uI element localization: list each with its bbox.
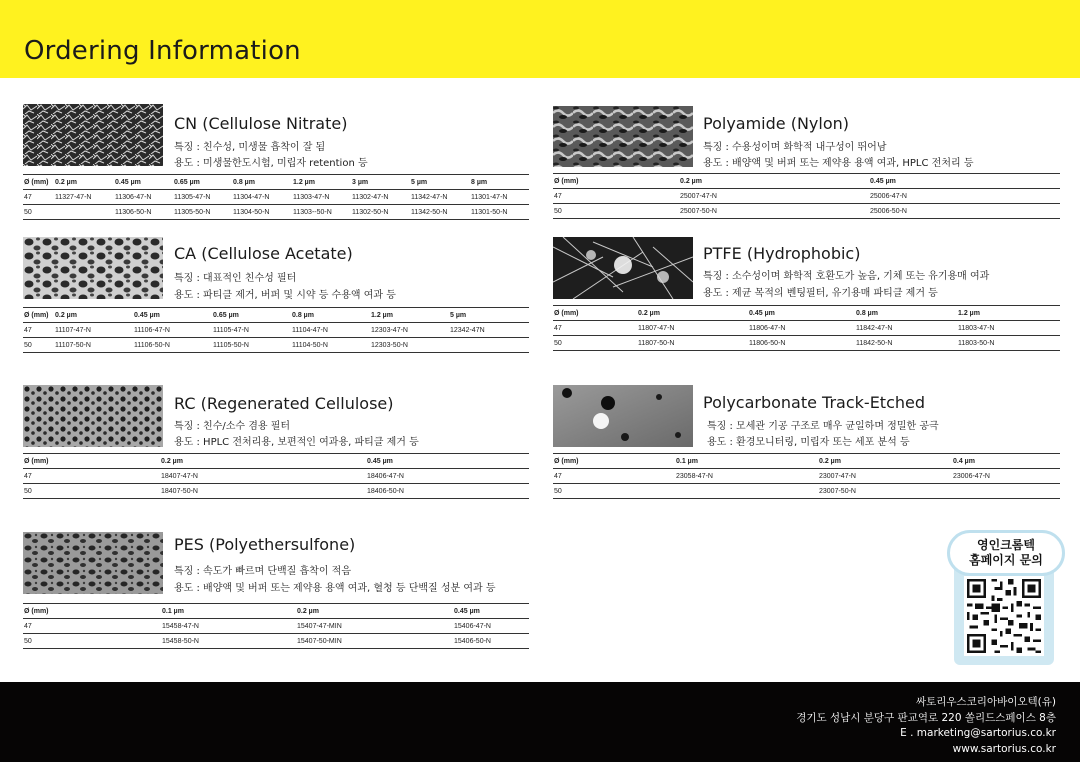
table-header-cell: Ø (mm) (23, 604, 161, 619)
table-cell: 25007-47-N (679, 189, 869, 204)
rc-micrograph-image (23, 385, 163, 447)
table-cell: 23007-50-N (818, 484, 952, 499)
table-cell: 47 (23, 323, 54, 338)
nylon-product-name: Polyamide (Nylon) (703, 114, 849, 133)
table-cell: 50 (23, 634, 161, 649)
table-row (553, 321, 1060, 336)
table-cell: 11303-47-N (292, 190, 351, 205)
table-row (553, 469, 1060, 484)
table-header-cell: 0.45 µm (366, 454, 529, 469)
table-header-cell: 0.2 µm (679, 174, 869, 189)
table-cell: 11106-47-N (133, 323, 212, 338)
table-cell: 11306-47-N (114, 190, 173, 205)
table-header-row (23, 175, 529, 190)
table-cell: 47 (553, 469, 675, 484)
table-header-cell: Ø (mm) (23, 175, 54, 190)
table-cell: 15407-47-MIN (296, 619, 453, 634)
pes-product-name: PES (Polyethersulfone) (174, 535, 356, 554)
cn-micrograph-image (23, 104, 163, 166)
table-cell: 18406-47-N (366, 469, 529, 484)
rc-ordering-table (23, 453, 529, 499)
table-header-cell: 5 µm (449, 308, 529, 323)
table-cell: 11304-47-N (232, 190, 292, 205)
table-header-cell: 0.2 µm (160, 454, 366, 469)
table-cell: 15458-47-N (161, 619, 296, 634)
table-cell: 12303-50-N (370, 338, 449, 353)
table-cell: 11842-47-N (855, 321, 957, 336)
table-cell: 15407-50-MIN (296, 634, 453, 649)
table-cell: 47 (553, 189, 679, 204)
table-header-row (23, 308, 529, 323)
table-header-cell: 1.2 µm (292, 175, 351, 190)
table-cell: 11305-50-N (173, 205, 232, 220)
table-cell: 11302-50-N (351, 205, 410, 220)
table-cell (54, 205, 114, 220)
table-header-row (553, 454, 1060, 469)
table-cell: 23058-47-N (675, 469, 818, 484)
table-header-cell: 1.2 µm (957, 306, 1060, 321)
table-cell: 50 (553, 484, 675, 499)
table-header-cell: 0.45 µm (869, 174, 1060, 189)
table-row (23, 190, 529, 205)
pc-ordering-table (553, 453, 1060, 499)
table-row (553, 484, 1060, 499)
table-cell: 12342-47N (449, 323, 529, 338)
ptfe-feature-text: 특징 : 소수성이며 화학적 호환도가 높음, 기체 또는 유기용매 여과 (703, 271, 990, 282)
table-cell: 47 (23, 190, 54, 205)
footer-website-link[interactable]: www.sartorius.co.kr (952, 742, 1056, 755)
qr-bubble-line2: 홈페이지 문의 (969, 553, 1043, 567)
table-row (23, 338, 529, 353)
table-cell: 23007-47-N (818, 469, 952, 484)
table-cell: 25006-47-N (869, 189, 1060, 204)
rc-usage-text: 용도 : HPLC 전처리용, 보편적인 여과용, 파티클 제거 등 (174, 437, 419, 448)
table-cell: 47 (23, 469, 160, 484)
table-cell: 11305-47-N (173, 190, 232, 205)
pc-usage-text: 용도 : 환경모니터링, 미립자 또는 세포 분석 등 (707, 437, 910, 448)
table-cell: 11807-50-N (637, 336, 748, 351)
table-header-cell: 0.45 µm (133, 308, 212, 323)
table-cell: 11301-47-N (470, 190, 529, 205)
table-cell: 11302-47-N (351, 190, 410, 205)
table-cell: 18407-50-N (160, 484, 366, 499)
table-cell: 11301-50-N (470, 205, 529, 220)
table-cell: 11342-47-N (410, 190, 470, 205)
table-cell: 23006-47-N (952, 469, 1060, 484)
table-cell: 12303-47-N (370, 323, 449, 338)
cn-product-name: CN (Cellulose Nitrate) (174, 114, 348, 133)
table-row (23, 634, 529, 649)
table-cell (675, 484, 818, 499)
table-header-row (23, 604, 529, 619)
nylon-usage-text: 용도 : 배양액 및 버퍼 또는 제약용 용액 여과, HPLC 전처리 등 (703, 158, 974, 169)
pc-product-name: Polycarbonate Track-Etched (703, 393, 926, 412)
ptfe-product-name: PTFE (Hydrophobic) (703, 244, 861, 263)
table-header-cell: 0.65 µm (173, 175, 232, 190)
table-header-cell: 0.45 µm (114, 175, 173, 190)
nylon-feature-text: 특징 : 수용성이며 화학적 내구성이 뛰어남 (703, 142, 887, 153)
table-cell: 25006-50-N (869, 204, 1060, 219)
ca-feature-text: 특징 : 대표적인 친수성 필터 (174, 273, 297, 284)
table-header-cell: 5 µm (410, 175, 470, 190)
table-row (23, 205, 529, 220)
table-header-cell: 0.1 µm (161, 604, 296, 619)
qr-bubble-line1: 영인크롬텍 (977, 538, 1035, 552)
table-cell: 11107-47-N (54, 323, 133, 338)
table-cell: 11303--50-N (292, 205, 351, 220)
table-cell: 11306-50-N (114, 205, 173, 220)
table-cell: 50 (553, 336, 637, 351)
table-header-cell: 8 µm (470, 175, 529, 190)
table-header-cell: 0.45 µm (748, 306, 855, 321)
table-cell: 11304-50-N (232, 205, 292, 220)
table-cell: 11842-50-N (855, 336, 957, 351)
table-row (553, 336, 1060, 351)
table-row (553, 189, 1060, 204)
table-cell: 15406-47-N (453, 619, 529, 634)
table-cell: 18406-50-N (366, 484, 529, 499)
table-cell: 11327-47-N (54, 190, 114, 205)
table-cell: 11104-47-N (291, 323, 370, 338)
table-header-cell: 0.8 µm (855, 306, 957, 321)
qr-inquiry-bubble (947, 530, 1065, 576)
footer-contact-block (796, 695, 1056, 757)
nylon-ordering-table (553, 173, 1060, 219)
pes-feature-text: 특징 : 속도가 빠르며 단백질 흡착이 적음 (174, 566, 352, 577)
table-header-cell: 0.8 µm (291, 308, 370, 323)
table-cell: 11803-50-N (957, 336, 1060, 351)
rc-product-name: RC (Regenerated Cellulose) (174, 394, 394, 413)
ca-usage-text: 용도 : 파티클 제거, 버퍼 및 시약 등 수용액 여과 등 (174, 290, 396, 301)
table-cell: 11105-47-N (212, 323, 291, 338)
table-header-cell: 0.8 µm (232, 175, 292, 190)
table-cell: 50 (23, 205, 54, 220)
table-cell: 18407-47-N (160, 469, 366, 484)
table-cell: 47 (553, 321, 637, 336)
table-cell: 50 (23, 338, 54, 353)
table-cell: 11806-50-N (748, 336, 855, 351)
table-header-cell: 0.45 µm (453, 604, 529, 619)
table-header-cell: Ø (mm) (553, 306, 637, 321)
table-header-cell: 1.2 µm (370, 308, 449, 323)
table-header-cell: 0.4 µm (952, 454, 1060, 469)
table-cell: 11105-50-N (212, 338, 291, 353)
table-cell: 11806-47-N (748, 321, 855, 336)
ca-micrograph-image (23, 237, 163, 299)
table-cell: 50 (23, 484, 160, 499)
table-header-cell: 0.2 µm (54, 175, 114, 190)
table-row (23, 323, 529, 338)
table-row (23, 484, 529, 499)
pes-ordering-table (23, 603, 529, 649)
qr-code-image[interactable] (964, 576, 1044, 656)
table-row (23, 469, 529, 484)
ca-product-name: CA (Cellulose Acetate) (174, 244, 353, 263)
table-header-row (23, 454, 529, 469)
table-header-cell: 0.2 µm (818, 454, 952, 469)
table-cell: 11106-50-N (133, 338, 212, 353)
rc-feature-text: 특징 : 친수/소수 겸용 필터 (174, 421, 291, 432)
pc-micrograph-image (553, 385, 693, 447)
table-row (553, 204, 1060, 219)
pes-usage-text: 용도 : 배양액 및 버퍼 또는 제약용 용액 여과, 혈청 등 단백질 성분 여과 등 (174, 583, 496, 594)
table-cell (449, 338, 529, 353)
cn-feature-text: 특징 : 친수성, 미생물 흡착이 잘 됨 (174, 142, 326, 153)
table-header-cell: Ø (mm) (23, 454, 160, 469)
table-header-cell: 0.1 µm (675, 454, 818, 469)
table-cell (952, 484, 1060, 499)
table-row (23, 619, 529, 634)
table-cell: 47 (23, 619, 161, 634)
table-header-cell: Ø (mm) (553, 454, 675, 469)
table-cell: 50 (553, 204, 679, 219)
table-cell: 15458-50-N (161, 634, 296, 649)
footer-band (0, 682, 1080, 762)
table-header-cell: 0.2 µm (54, 308, 133, 323)
footer-address: 경기도 성남시 분당구 판교역로 220 쏠리드스페이스 8층 (796, 711, 1056, 724)
cn-ordering-table (23, 174, 529, 220)
pc-feature-text: 특징 : 모세관 기공 구조로 매우 균일하며 정밀한 공극 (707, 421, 939, 432)
table-header-row (553, 174, 1060, 189)
nylon-micrograph-image (553, 106, 693, 167)
table-header-cell: 3 µm (351, 175, 410, 190)
cn-usage-text: 용도 : 미생물한도시험, 미립자 retention 등 (174, 158, 368, 169)
pes-micrograph-image (23, 532, 163, 594)
page-title: Ordering Information (24, 36, 301, 66)
ptfe-ordering-table (553, 305, 1060, 351)
table-header-cell: Ø (mm) (553, 174, 679, 189)
ca-ordering-table (23, 307, 529, 353)
footer-email[interactable]: E . marketing@sartorius.co.kr (900, 727, 1056, 739)
footer-company-name: 싸토리우스코리아바이오텍(유) (915, 696, 1056, 708)
table-header-cell: 0.65 µm (212, 308, 291, 323)
table-cell: 25007-50-N (679, 204, 869, 219)
table-header-cell: 0.2 µm (296, 604, 453, 619)
table-header-cell: Ø (mm) (23, 308, 54, 323)
table-cell: 11803-47-N (957, 321, 1060, 336)
table-cell: 11807-47-N (637, 321, 748, 336)
table-cell: 11107-50-N (54, 338, 133, 353)
table-header-row (553, 306, 1060, 321)
table-cell: 11342-50-N (410, 205, 470, 220)
ptfe-micrograph-image (553, 237, 693, 299)
table-cell: 15406-50-N (453, 634, 529, 649)
ptfe-usage-text: 용도 : 제균 목적의 벤팅필터, 유기용매 파티클 제거 등 (703, 288, 938, 299)
table-header-cell: 0.2 µm (637, 306, 748, 321)
table-cell: 11104-50-N (291, 338, 370, 353)
